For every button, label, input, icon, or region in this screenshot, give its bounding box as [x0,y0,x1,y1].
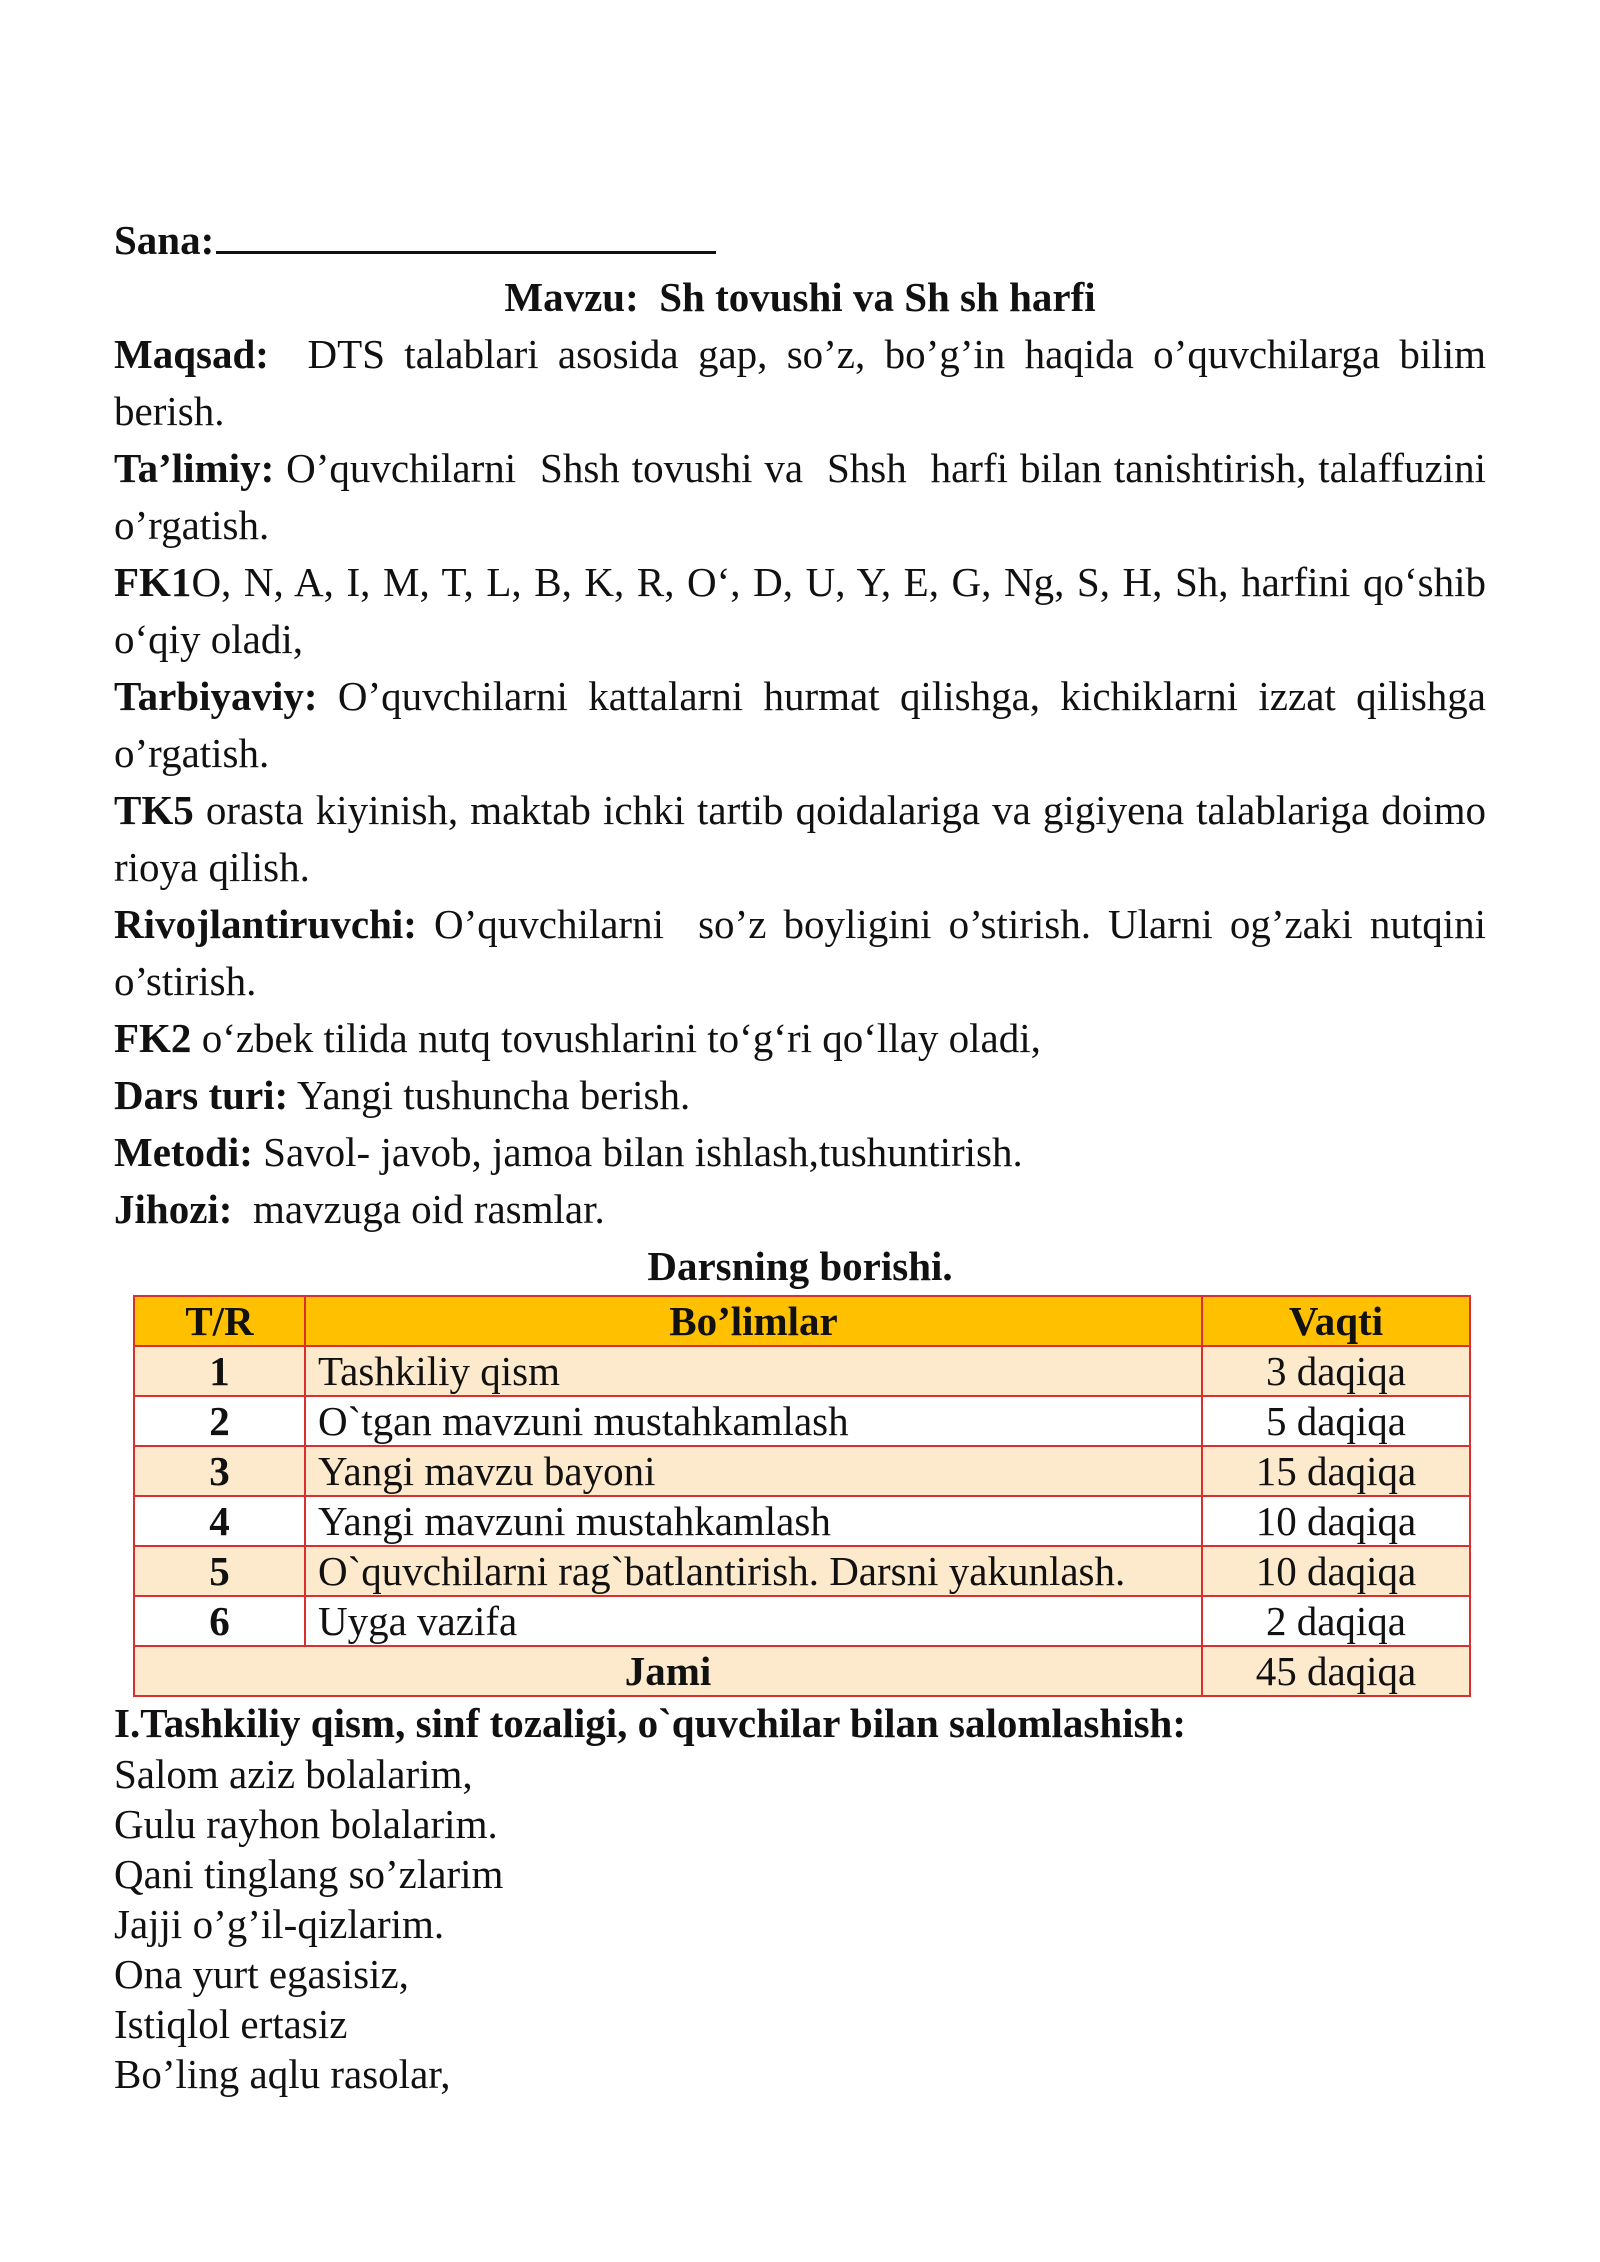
tk5-label: TK5 [114,787,194,833]
row-number: 4 [134,1496,305,1546]
row-number: 6 [134,1596,305,1646]
greeting-verse [114,1749,1486,2099]
row-section: Yangi mavzu bayoni [305,1446,1202,1496]
row-section: Tashkiliy qism [305,1346,1202,1396]
fk1-label: FK1 [114,559,192,605]
verse-line: Qani tinglang so’zlarim [114,1851,504,1897]
row-number: 1 [134,1346,305,1396]
fk2-text: o‘zbek tilida nutq tovushlarini to‘g‘ri qo‘llay oladi, [191,1015,1041,1061]
fk1-text: O, N, A, I, M, T, L, B, K, R, O‘, D, U, Y, E, G, Ng, S, H, Sh, harfini qo‘shib o‘qiy oladi, [114,559,1486,662]
row-time: 5 daqiqa [1202,1396,1470,1446]
developmental-paragraph [114,896,1497,1010]
verse-line: Istiqlol ertasiz [114,2001,348,2047]
plan-title: Darsning borishi. [647,1243,953,1289]
upbringing-paragraph [114,668,1486,782]
table-row [134,1346,1470,1396]
row-section: O`quvchilarni rag`batlantirish. Darsni yakunlash. [305,1546,1202,1596]
developmental-text: O’quvchilarni so’z boyligini o’stirish. Ularni og’zaki nutqini o’stirish. [114,901,1497,1004]
table-row [134,1396,1470,1446]
educational-label: Ta’limiy: [114,445,275,491]
date-label: Sana: [114,217,215,263]
verse-line: Gulu rayhon bolalarim. [114,1801,498,1847]
header-sections: Bo’limlar [305,1296,1202,1346]
educational-text: O’quvchilarni Shsh tovushi va Shsh harfi bilan tanishtirish, talaffuzini o’rgatish. [114,445,1497,548]
method-paragraph [114,1124,1486,1181]
row-time: 2 daqiqa [1202,1596,1470,1646]
lesson-type-paragraph [114,1067,1486,1124]
row-time: 15 daqiqa [1202,1446,1470,1496]
table-row [134,1596,1470,1646]
topic-title: Mavzu: Sh tovushi va Sh sh harfi [504,274,1096,320]
row-number: 3 [134,1446,305,1496]
row-section: Yangi mavzuni mustahkamlash [305,1496,1202,1546]
section-heading: I.Tashkiliy qism, sinf tozaligi, o`quvchilar bilan salomlashish: [114,1700,1186,1746]
tk5-text: orasta kiyinish, maktab ichki tartib qoidalariga va gigiyena talablariga doimo rioya qilish. [114,787,1486,890]
verse-line: Salom aziz bolalarim, [114,1751,473,1797]
row-time: 10 daqiqa [1202,1496,1470,1546]
verse-line: Ona yurt egasisiz, [114,1951,409,1997]
row-number: 5 [134,1546,305,1596]
lesson-plan-table [133,1295,1471,1697]
method-label: Metodi: [114,1129,253,1175]
total-time: 45 daqiqa [1202,1646,1470,1696]
verse-line: Jajji o’g’il-qizlarim. [114,1901,445,1947]
table-header-row [134,1296,1470,1346]
table-row [134,1496,1470,1546]
table-row [134,1546,1470,1596]
goal-text: DTS talablari asosida gap, so’z, bo’g’in haqida o’quvchilarga bilim berish. [114,331,1497,434]
developmental-label: Rivojlantiruvchi: [114,901,417,947]
fk2-label: FK2 [114,1015,192,1061]
tk5-paragraph [114,782,1486,896]
table-total-row [134,1646,1470,1696]
method-text: Savol- javob, jamoa bilan ishlash,tushuntirish. [252,1129,1023,1175]
goal-label: Maqsad: [114,331,269,377]
fk2-paragraph [114,1010,1486,1067]
upbringing-text: O’quvchilarni kattalarni hurmat qilishga, kichiklarni izzat qilishga o’rgatish. [114,673,1486,776]
row-time: 10 daqiqa [1202,1546,1470,1596]
row-time: 3 daqiqa [1202,1346,1470,1396]
table-row [134,1446,1470,1496]
date-line [114,211,1486,269]
fk1-paragraph [114,554,1486,668]
lesson-type-label: Dars turi: [114,1072,289,1118]
row-section: O`tgan mavzuni mustahkamlash [305,1396,1202,1446]
header-number: T/R [134,1296,305,1346]
header-time: Vaqti [1202,1296,1470,1346]
verse-line: Bo’ling aqlu rasolar, [114,2051,451,2097]
row-number: 2 [134,1396,305,1446]
equipment-label: Jihozi: [114,1186,233,1232]
lesson-type-text: Yangi tushuncha berish. [288,1072,691,1118]
total-label: Jami [134,1646,1202,1696]
upbringing-label: Tarbiyaviy: [114,673,318,719]
equipment-paragraph [114,1181,1486,1238]
educational-paragraph [114,440,1497,554]
row-section: Uyga vazifa [305,1596,1202,1646]
equipment-text: mavzuga oid rasmlar. [232,1186,605,1232]
goal-paragraph [114,326,1497,440]
date-blank [216,211,716,254]
